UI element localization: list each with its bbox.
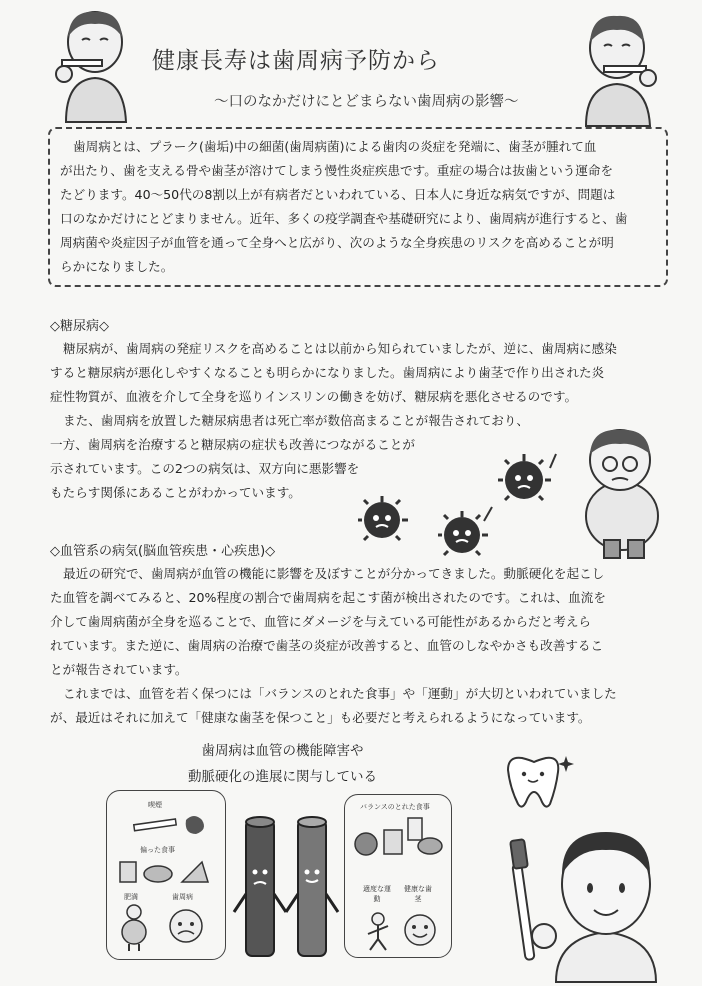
tooth-icon bbox=[500, 752, 576, 816]
blood-vessel-icon bbox=[232, 816, 288, 962]
intro-line: らかになりました。 bbox=[60, 259, 174, 274]
vascular-line: が、最近はそれに加えて「健康な歯茎を保つこと」も必要だと考えられるようになっています。 bbox=[50, 710, 591, 725]
diabetes-line: すると糖尿病が悪化しやすくなることも明らかになりました。歯周病により歯茎で作り出された炎 bbox=[50, 365, 605, 380]
vascular-body bbox=[50, 562, 617, 730]
intro-line: 歯周病とは、プラーク(歯垢)中の細菌(歯周病菌)による歯肉の炎症を発端に、歯茎が腫れて血 bbox=[73, 139, 597, 154]
intro-line: 周病菌や炎症因子が血管を通って全身へと広がり、次のような全身疾患のリスクを高めることが明 bbox=[60, 235, 614, 250]
junk-food-icon bbox=[118, 856, 214, 884]
vascular-line: とが報告されています。 bbox=[50, 662, 188, 677]
vascular-line: これまでは、血管を若く保つには「バランスのとれた食事」や「運動」が大切といわれていました bbox=[63, 686, 617, 701]
balanced-diet-label: バランスのとれた食事 bbox=[360, 803, 430, 811]
cigarette-icon bbox=[132, 812, 212, 836]
diabetes-line: 示されています。この2つの病気は、双方向に悪影響を bbox=[50, 461, 360, 476]
vascular-line: 介して歯周病菌が全身を巡ることで、血管にダメージを与えている可能性があるからだと考えら bbox=[50, 614, 592, 629]
dentist-icon bbox=[516, 818, 676, 982]
germ-icon bbox=[354, 490, 414, 546]
intro-line: たどります。40～50代の8割以上が有病者だといわれている、日本人に身近な病気ですが、問題は bbox=[60, 187, 616, 202]
obesity-label: 肥満 bbox=[124, 893, 138, 901]
toothbrush-icon bbox=[506, 838, 540, 962]
obese-person-icon bbox=[118, 904, 150, 952]
vascular-line: れています。また逆に、歯周病の治療で歯茎の炎症が改善すると、血管のしなやかさも改善するこ bbox=[50, 638, 604, 653]
running-person-icon bbox=[364, 912, 392, 952]
vascular-heading: ◇血管系の病気(脳血管疾患・心疾患)◇ bbox=[50, 544, 276, 559]
blood-vessel-icon bbox=[284, 816, 340, 962]
diabetes-line: もたらす関係にあることがわかっています。 bbox=[50, 485, 301, 500]
intro-line: が出たり、歯を支える骨や歯茎が溶けてしまう慢性炎症疾患です。重症の場合は抜歯という運命を bbox=[60, 163, 614, 178]
balanced-food-icon bbox=[352, 814, 446, 858]
person-brushing-icon bbox=[52, 2, 138, 122]
diabetes-line: また、歯周病を放置した糖尿病患者は死亡率が数倍高まることが報告されており、 bbox=[63, 413, 529, 428]
germ-icon bbox=[494, 448, 558, 508]
smoking-label: 喫煙 bbox=[148, 801, 162, 809]
vascular-line: た血管を調べてみると、20%程度の割合で歯周病を起こす菌が検出されたのです。これは、血流を bbox=[50, 590, 606, 605]
figure-caption-line: 動脈硬化の進展に関与している bbox=[188, 769, 377, 785]
vascular-line: 最近の研究で、歯周病が血管の機能に影響を及ぼすことが分かってきました。動脈硬化を起こし bbox=[63, 566, 605, 581]
diabetes-line: 糖尿病が、歯周病の発症リスクを高めることは以前から知られていましたが、逆に、歯周病に感染 bbox=[63, 341, 617, 356]
germ-icon bbox=[434, 505, 494, 561]
sick-face-icon bbox=[168, 906, 208, 946]
worried-man-icon bbox=[574, 420, 674, 560]
diabetes-line: 一方、歯周病を治療すると糖尿病の症状も改善につながることが bbox=[50, 437, 415, 452]
diet-label: 偏った食事 bbox=[140, 846, 175, 854]
diabetes-line: 症性物質が、血液を介して全身を巡りインスリンの働きを妨げ、糖尿病を悪化させるのです。 bbox=[50, 389, 578, 404]
smiling-face-icon bbox=[402, 912, 438, 948]
periodontal-label: 歯周病 bbox=[172, 893, 193, 901]
figure-caption bbox=[188, 738, 377, 790]
figure-caption-line: 歯周病は血管の機能障害や bbox=[201, 743, 364, 759]
healthy-gums-label: 健康な歯茎 bbox=[404, 885, 432, 903]
intro-box bbox=[48, 127, 668, 287]
page-title: 健康長寿は歯周病予防から bbox=[152, 48, 440, 74]
diabetes-heading: ◇糖尿病◇ bbox=[50, 319, 109, 334]
exercise-label: 適度な運動 bbox=[363, 885, 391, 903]
person-brushing-icon bbox=[574, 6, 660, 126]
page-subtitle: ～口のなかだけにとどまらない歯周病の影響～ bbox=[214, 94, 519, 110]
intro-line: 口のなかだけにとどまりません。近年、多くの疫学調査や基礎研究により、歯周病が進行すると、歯 bbox=[60, 211, 628, 226]
